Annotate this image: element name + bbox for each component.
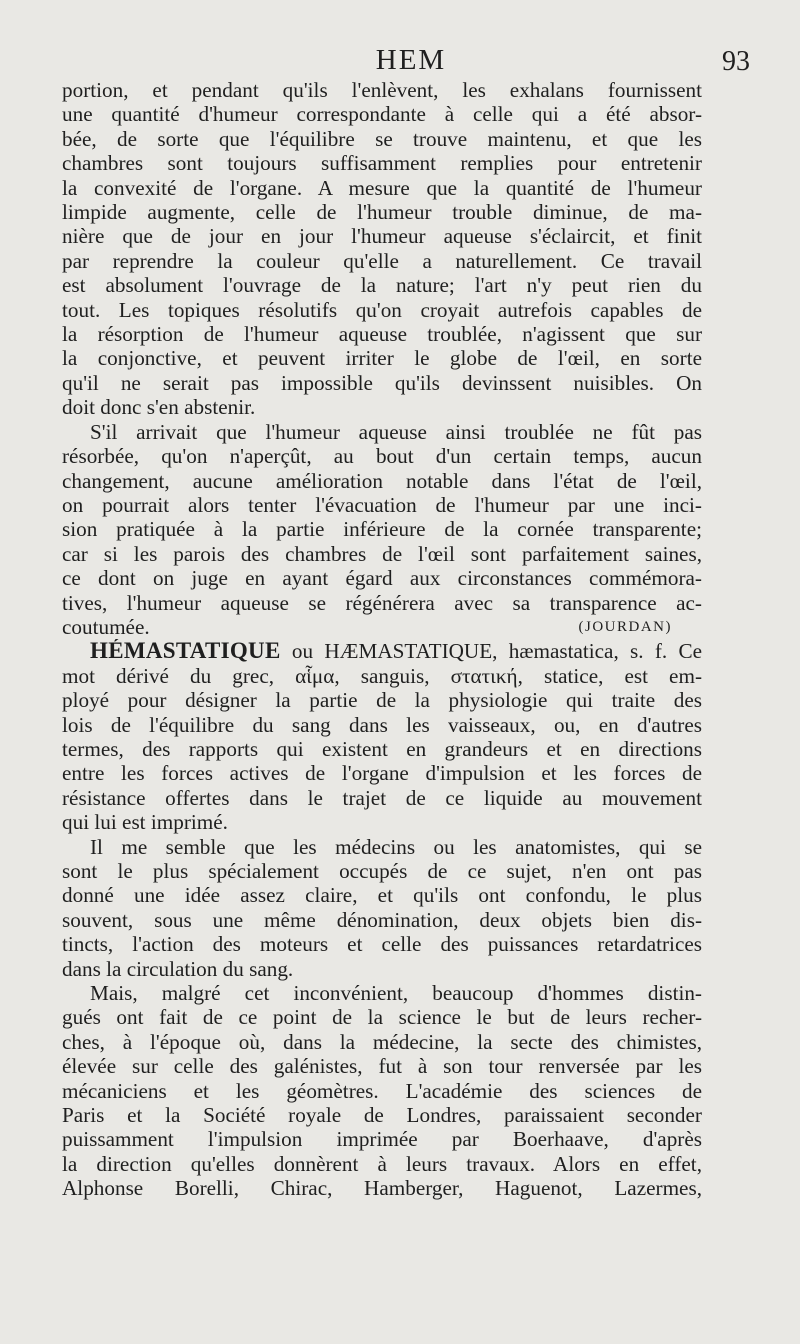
text-line: est absolument l'ouvrage de la nature; l'art n'y peut rien du	[62, 273, 702, 298]
text-line: doit donc s'en abstenir.	[62, 395, 256, 420]
entry-heading-rest: ou HÆMASTATIQUE, hæmastatica, s. f. Ce	[291, 639, 702, 664]
text-line: mécaniciens et les géomètres. L'académie des sciences de	[62, 1078, 702, 1103]
text-line: bée, de sorte que l'équilibre se trouve maintenu, et que les	[62, 126, 702, 151]
page-number: 93	[722, 46, 750, 77]
text-line: qu'il ne serait pas impossible qu'ils devinssent nuisibles. On	[62, 370, 702, 395]
text-line: Mais, malgré cet inconvénient, beaucoup d'hommes distin-	[90, 981, 702, 1006]
text-line-with-signature	[62, 615, 702, 639]
text-line: souvent, sous une même dénomination, deux objets bien dis-	[62, 907, 702, 932]
running-head	[62, 44, 760, 80]
text-line: mot dérivé du grec, αἷμα, sanguis, στατική, statice, est em-	[62, 663, 702, 688]
text-line: tout. Les topiques résolutifs qu'on croyait autrefois capables de	[62, 297, 702, 322]
text-line: entre les forces actives de l'organe d'impulsion et les forces de	[62, 761, 702, 786]
text-line: puissamment l'impulsion imprimée par Boerhaave, d'après	[62, 1127, 702, 1152]
text-line: la résorption de l'humeur aqueuse troublée, n'agissent que sur	[62, 322, 702, 347]
text-line: sion pratiquée à la partie inférieure de la cornée transparente;	[62, 517, 702, 542]
author-signature: (JOURDAN)	[578, 618, 672, 635]
text-line: ployé pour désigner la partie de la physiologie qui traite des	[62, 688, 702, 713]
text-line: résistance offertes dans le trajet de ce liquide au mouvement	[62, 785, 702, 810]
text-line: portion, et pendant qu'ils l'enlèvent, les exhalans fournissent	[62, 78, 702, 102]
text-line: résorbée, qu'on n'aperçût, au bout d'un certain temps, aucun	[62, 444, 702, 469]
text-line: Il me semble que les médecins ou les anatomistes, qui se	[90, 834, 702, 859]
body-text	[62, 78, 702, 1201]
text-line: on pourrait alors tenter l'évacuation de l'humeur par une inci-	[62, 492, 702, 517]
text-line: par reprendre la couleur qu'elle a naturellement. Ce travail	[62, 248, 702, 273]
text-line: changement, aucune amélioration notable dans l'état de l'œil,	[62, 468, 702, 493]
running-head-title: HEM	[375, 44, 447, 76]
text-line: la conjonctive, et peuvent irriter le globe de l'œil, en sorte	[62, 346, 702, 371]
text-fragment: coutumée.	[62, 614, 150, 639]
text-line: Paris et la Société royale de Londres, paraissaient seconder	[62, 1103, 702, 1128]
text-line: car si les parois des chambres de l'œil sont parfaitement saines,	[62, 541, 702, 566]
text-line: nière que de jour en jour l'humeur aqueuse s'éclaircit, et finit	[62, 224, 702, 249]
text-line: lois de l'équilibre du sang dans les vaisseaux, ou, en d'autres	[62, 712, 702, 737]
text-line: la direction qu'elles donnèrent à leurs travaux. Alors en effet,	[62, 1151, 702, 1176]
text-line: tincts, l'action des moteurs et celle des puissances retardatrices	[62, 932, 702, 957]
text-line: S'il arrivait que l'humeur aqueuse ainsi troublée ne fût pas	[90, 419, 702, 444]
text-line: Alphonse Borelli, Chirac, Hamberger, Haguenot, Lazermes,	[62, 1176, 702, 1201]
text-line: ches, à l'époque où, dans la médecine, la secte des chimistes,	[62, 1029, 702, 1054]
entry-heading-line	[62, 639, 702, 663]
text-line: limpide augmente, celle de l'humeur trouble diminue, de ma-	[62, 200, 702, 225]
entry-headword: HÉMASTATIQUE	[90, 639, 281, 664]
text-line: une quantité d'humeur correspondante à celle qui a été absor-	[62, 102, 702, 127]
text-line: ce dont on juge en ayant égard aux circonstances commémora-	[62, 566, 702, 591]
text-line: tives, l'humeur aqueuse se régénérera avec sa transparence ac-	[62, 590, 702, 615]
text-line: dans la circulation du sang.	[62, 956, 294, 981]
text-line: la convexité de l'organe. A mesure que la quantité de l'humeur	[62, 175, 702, 200]
text-line: gués ont fait de ce point de la science le but de leurs recher-	[62, 1005, 702, 1030]
text-line: qui lui est imprimé.	[62, 810, 228, 835]
text-line: chambres sont toujours suffisamment remplies pour entretenir	[62, 151, 702, 176]
text-line: termes, des rapports qui existent en grandeurs et en directions	[62, 736, 702, 761]
text-line: élevée sur celle des galénistes, fut à son tour renversée par les	[62, 1054, 702, 1079]
text-line: sont le plus spécialement occupés de ce sujet, n'en ont pas	[62, 859, 702, 883]
text-line: donné une idée assez claire, et qu'ils ont confondu, le plus	[62, 883, 702, 908]
